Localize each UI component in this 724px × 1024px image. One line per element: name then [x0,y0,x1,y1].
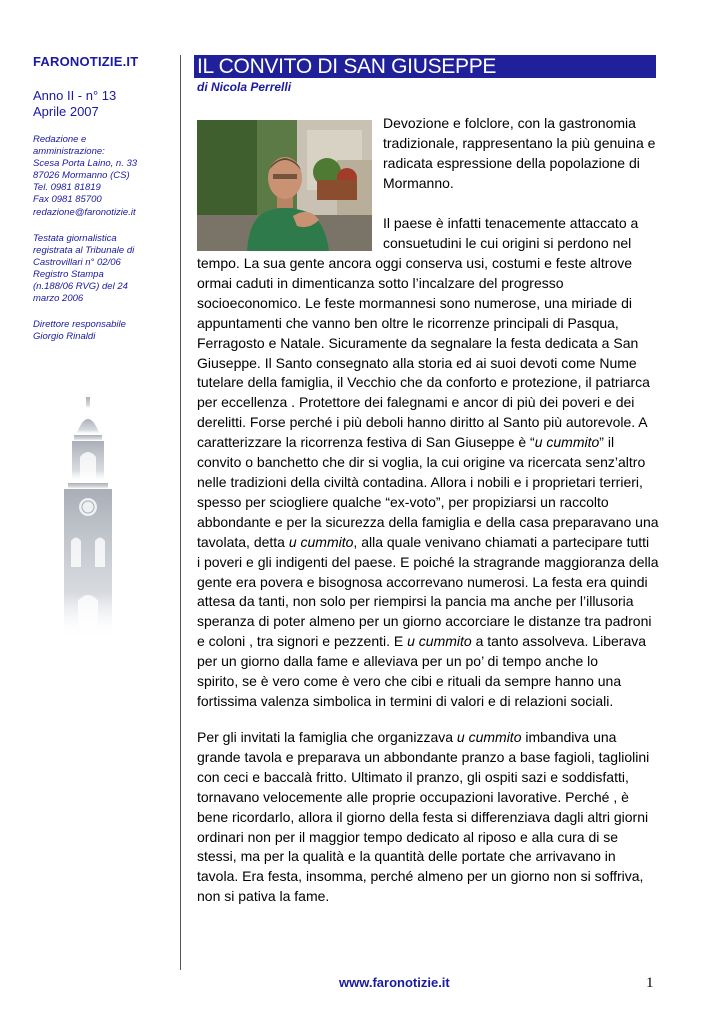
issue-date: Aprile 2007 [33,104,99,119]
text-line: nelle tradizioni della civiltà contadina. Allora i nobili e i proprietari terrieri, [197,473,643,490]
column-divider [180,55,181,970]
text-line: e coloni , tra signori e pezzenti. E u cummito a tanto assolveva. Liberava [197,633,647,650]
text-line: per eccellenza . Protettore dei falegnami e ancor di più dei poveri e dei [197,394,635,411]
info-line: Testata giornalistica [33,232,117,244]
text-line: spesso per sciogliere qualche “ex-voto”, per propiziarsi un raccolto [197,493,609,510]
article-body-paragraph-3 [197,728,667,907]
text-line: consuetudini le cui origini si perdono nel [383,234,632,251]
brand-name: FARONOTIZIE.IT [33,54,139,69]
text-line: tavolata, detta u cummito, alla quale venivano chiamati a partecipare tutti [197,533,650,550]
issue-info [33,88,168,120]
bell-tower-image [40,395,140,640]
text-line: stessi, ma per la qualità e la quantità delle portate che arrivavano in [197,848,616,865]
text-line: Il paese è infatti tenacemente attaccato a [383,214,639,231]
text-line: tutelare della famiglia, il Vecchio che da conforto e protezione, il patriarca [197,374,650,391]
text-line: Ferragosto e Natale. Sicuramente da segnalare la festa dedicata a San [197,334,639,351]
text-line: caratterizzare la ricorrenza festiva di San Giuseppe è “u cummito” il [197,434,615,451]
info-line: Giorgio Rinaldi [33,331,96,343]
article-title: IL CONVITO DI SAN GIUSEPPE [194,55,656,78]
text-line: appuntamenti che vanno ben oltre le ricorrenze principali di Pasqua, [197,314,619,331]
info-line: amministrazione: [33,146,105,158]
text-line: fortissima valenza simbolica in termini di valori e di relazioni sociali. [197,692,614,709]
text-line: tornavano velocemente alle proprie occupazioni lavorative. Perché , è [197,788,629,805]
text-line: tradizionale, rappresentano la più genuina e [383,134,656,151]
info-line: redazione@faronotizie.it [33,206,136,218]
text-line: radicata espressione della popolazione di [383,154,640,171]
info-line: 87026 Mormanno (CS) [33,170,130,182]
text-line: derelitti. Forse perché i più deboli hanno diritto al Santo più autorevole. A [197,414,648,431]
info-line: marzo 2006 [33,293,84,305]
testata-block [33,233,168,306]
text-line: Devozione e folclore, con la gastronomia [383,115,636,131]
text-line: convito o banchetto che dir si voglia, la cui origine va ricercata senz’altro [197,454,646,471]
text-line: tavola. Era festa, insomma, perché almeno per un giorno non si soffriva, [197,868,644,885]
text-line: ordinari non per il maggior tempo dedicato al riposo e alla cura di se [197,828,619,845]
issue-number: Anno II - n° 13 [33,88,117,103]
text-line: gente era povera e bisognosa accorrevano numerosi. La festa era quindi [197,573,648,590]
text-line: Mormanno. [383,174,454,191]
redazione-block [33,134,168,219]
text-line: grande tavola e preparava un abbondante pranzo a base fagioli, tagliolini [197,748,650,765]
info-line: Redazione e [33,134,87,145]
text-line: abbondante e per la sicurezza della famiglia e della casa preparavano una [197,513,659,530]
article-intro-column [383,114,663,253]
text-line: Per gli invitati la famiglia che organizzava u cummito imbandiva una [197,729,617,745]
text-line: non si pativa la fame. [197,888,330,905]
info-line: Tel. 0981 81819 [33,182,101,194]
direttore-block [33,319,168,343]
intro-paragraph [383,114,663,194]
text-line: spirito, se è vero come è vero che cibi e rituali da sempre hanno una [197,673,622,690]
text-line: i poveri e gli indigenti del paese. E poiché la stragrande maggioranza della [197,553,659,570]
info-line: registrata al Tribunale di [33,244,135,256]
info-line: Direttore responsabile [33,319,126,331]
paragraph-2-start [383,214,663,254]
text-line: tempo. La sua gente ancora oggi conserva usi, costumi e feste altrove [197,255,633,271]
sidebar [33,54,168,343]
info-line: Fax 0981 85700 [33,194,102,206]
text-line: attesa da tanti, non solo per riempirsi la pancia ma anche per l’illusoria [197,593,634,610]
page-number: 1 [646,975,654,991]
text-line: con ceci e baccalà fritto. Ultimato il pranzo, gli ospiti sazi e soddisfatti, [197,768,629,785]
info-line: Scesa Porta Laino, n. 33 [33,158,138,170]
article-body-paragraph-2 [197,254,667,712]
text-line: ormai caduti in dimenticanza sotto l’incalzare del progresso [197,274,564,291]
text-line: speranza di poter almeno per un giorno accorciare le distanze tra padroni [197,613,652,630]
author-photo [197,120,372,251]
text-line: Giuseppe. Il Santo consegnato alla storia ed ai suoi devoti come Nume [197,354,637,371]
text-line: bene ricordarlo, allora il giorno della festa si differenziava dagli altri giorni [197,808,649,825]
info-line: (n.188/06 RVG) del 24 [33,281,128,293]
footer-url[interactable]: www.faronotizie.it [339,975,450,990]
info-line: Castrovillari n° 02/06 [33,256,121,268]
text-line: per un giorno dalla fame e alleviava per un po’ di tempo anche lo [197,653,599,670]
article-author: di Nicola Perrelli [197,80,292,94]
text-line: socioeconomico. Le feste mormannesi sono numerose, una miriade di [197,294,633,311]
info-line: Registro Stampa [33,268,104,280]
